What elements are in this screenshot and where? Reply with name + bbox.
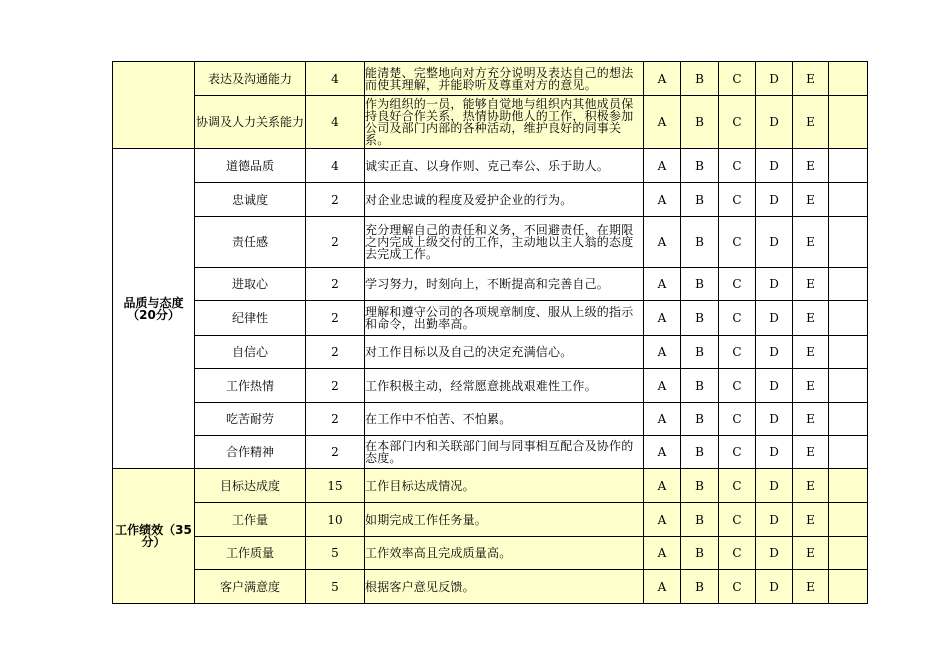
grade-option-a[interactable]: A [644,403,681,436]
score-cell: 2 [306,217,365,268]
score-cell: 15 [306,469,365,503]
grade-option-d[interactable]: D [756,149,793,183]
grade-option-b[interactable]: B [681,301,719,336]
table-row [113,96,868,149]
grade-option-d[interactable]: D [756,436,793,469]
item-name-cell: 工作热情 [195,369,306,403]
description-cell: 学习努力，时刻向上，不断提高和完善自己。 [365,268,644,301]
grade-option-a[interactable]: A [644,537,681,570]
result-cell[interactable] [829,403,868,436]
item-name-cell: 客户满意度 [195,570,306,604]
grade-option-e[interactable]: E [793,503,829,537]
description-cell: 工作积极主动，经常愿意挑战艰难性工作。 [365,369,644,403]
result-cell[interactable] [829,183,868,217]
item-name-cell: 目标达成度 [195,469,306,503]
grade-option-c[interactable]: C [719,570,756,604]
grade-option-b[interactable]: B [681,183,719,217]
item-name-cell: 工作质量 [195,537,306,570]
table-row [113,369,868,403]
grade-option-b[interactable]: B [681,436,719,469]
grade-option-d[interactable]: D [756,403,793,436]
grade-option-c[interactable]: C [719,301,756,336]
grade-option-e[interactable]: E [793,183,829,217]
table-row [113,537,868,570]
grade-option-b[interactable]: B [681,570,719,604]
grade-option-a[interactable]: A [644,469,681,503]
description-cell: 在工作中不怕苦、不怕累。 [365,403,644,436]
table-row [113,503,868,537]
score-cell: 2 [306,268,365,301]
table-row [113,301,868,336]
grade-option-d[interactable]: D [756,537,793,570]
grade-option-c[interactable]: C [719,403,756,436]
grade-option-d[interactable]: D [756,183,793,217]
table-row [113,570,868,604]
result-cell[interactable] [829,301,868,336]
grade-option-e[interactable]: E [793,62,829,96]
score-cell: 10 [306,503,365,537]
grade-option-b[interactable]: B [681,537,719,570]
grade-option-e[interactable]: E [793,301,829,336]
grade-option-c[interactable]: C [719,217,756,268]
grade-option-a[interactable]: A [644,62,681,96]
score-cell: 2 [306,183,365,217]
item-name-cell: 自信心 [195,336,306,369]
grade-option-e[interactable]: E [793,149,829,183]
grade-option-d[interactable]: D [756,369,793,403]
grade-option-a[interactable]: A [644,217,681,268]
result-cell[interactable] [829,537,868,570]
grade-option-a[interactable]: A [644,268,681,301]
grade-option-e[interactable]: E [793,217,829,268]
evaluation-table [112,61,868,604]
result-cell[interactable] [829,62,868,96]
grade-option-a[interactable]: A [644,336,681,369]
description-cell: 作为组织的一员，能够自觉地与组织内其他成员保持良好合作关系，热情协助他人的工作，积极参加公司及部门内部的各种活动，维护良好的同事关系。 [365,96,644,149]
score-cell: 4 [306,149,365,183]
result-cell[interactable] [829,503,868,537]
result-cell[interactable] [829,96,868,149]
grade-option-c[interactable]: C [719,503,756,537]
result-cell[interactable] [829,149,868,183]
grade-option-d[interactable]: D [756,469,793,503]
item-name-cell: 道德品质 [195,149,306,183]
grade-option-a[interactable]: A [644,96,681,149]
grade-option-c[interactable]: C [719,336,756,369]
grade-option-c[interactable]: C [719,149,756,183]
grade-option-c[interactable]: C [719,96,756,149]
grade-option-e[interactable]: E [793,336,829,369]
grade-option-c[interactable]: C [719,469,756,503]
grade-option-b[interactable]: B [681,403,719,436]
grade-option-c[interactable]: C [719,436,756,469]
grade-option-e[interactable]: E [793,403,829,436]
grade-option-d[interactable]: D [756,217,793,268]
description-cell: 对企业忠诚的程度及爱护企业的行为。 [365,183,644,217]
grade-option-b[interactable]: B [681,62,719,96]
table-row [113,336,868,369]
grade-option-b[interactable]: B [681,503,719,537]
grade-option-b[interactable]: B [681,149,719,183]
grade-option-e[interactable]: E [793,268,829,301]
grade-option-d[interactable]: D [756,62,793,96]
description-cell: 如期完成工作任务量。 [365,503,644,537]
result-cell[interactable] [829,217,868,268]
result-cell[interactable] [829,336,868,369]
grade-option-c[interactable]: C [719,62,756,96]
result-cell[interactable] [829,268,868,301]
category-cell [113,62,195,149]
table-body [113,62,868,604]
item-name-cell: 进取心 [195,268,306,301]
category-cell: 工作绩效（35分） [113,469,195,604]
grade-option-d[interactable]: D [756,301,793,336]
grade-option-c[interactable]: C [719,537,756,570]
grade-option-a[interactable]: A [644,301,681,336]
grade-option-e[interactable]: E [793,96,829,149]
score-cell: 5 [306,537,365,570]
item-name-cell: 工作量 [195,503,306,537]
grade-option-b[interactable]: B [681,217,719,268]
score-cell: 2 [306,336,365,369]
grade-option-a[interactable]: A [644,436,681,469]
score-cell: 4 [306,96,365,149]
grade-option-c[interactable]: C [719,183,756,217]
description-cell: 在本部门内和关联部门间与同事相互配合及协作的态度。 [365,436,644,469]
grade-option-d[interactable]: D [756,503,793,537]
result-cell[interactable] [829,469,868,503]
item-name-cell: 忠诚度 [195,183,306,217]
table-row [113,217,868,268]
item-name-cell: 表达及沟通能力 [195,62,306,96]
grade-option-e[interactable]: E [793,537,829,570]
grade-option-b[interactable]: B [681,469,719,503]
table-row [113,436,868,469]
result-cell[interactable] [829,369,868,403]
table-row [113,403,868,436]
item-name-cell: 合作精神 [195,436,306,469]
grade-option-d[interactable]: D [756,96,793,149]
result-cell[interactable] [829,436,868,469]
result-cell[interactable] [829,570,868,604]
grade-option-b[interactable]: B [681,268,719,301]
item-name-cell: 协调及人力关系能力 [195,96,306,149]
grade-option-b[interactable]: B [681,336,719,369]
score-cell: 5 [306,570,365,604]
description-cell: 工作效率高且完成质量高。 [365,537,644,570]
description-cell: 充分理解自己的责任和义务，不回避责任，在期限之内完成上级交付的工作，主动地以主人翁的态度去完成工作。 [365,217,644,268]
grade-option-e[interactable]: E [793,436,829,469]
grade-option-d[interactable]: D [756,570,793,604]
grade-option-c[interactable]: C [719,369,756,403]
item-name-cell: 纪律性 [195,301,306,336]
description-cell: 根据客户意见反馈。 [365,570,644,604]
score-cell: 2 [306,369,365,403]
description-cell: 诚实正直、以身作则、克己奉公、乐于助人。 [365,149,644,183]
grade-option-d[interactable]: D [756,336,793,369]
description-cell: 理解和遵守公司的各项规章制度、服从上级的指示和命令，出勤率高。 [365,301,644,336]
grade-option-e[interactable]: E [793,369,829,403]
item-name-cell: 责任感 [195,217,306,268]
table-row [113,183,868,217]
grade-option-a[interactable]: A [644,570,681,604]
item-name-cell: 吃苦耐劳 [195,403,306,436]
grade-option-d[interactable]: D [756,268,793,301]
table-row [113,149,868,183]
score-cell: 2 [306,301,365,336]
grade-option-b[interactable]: B [681,96,719,149]
category-cell: 品质与态度（20分） [113,149,195,469]
description-cell: 能清楚、完整地向对方充分说明及表达自己的想法而使其理解，并能聆听及尊重对方的意见。 [365,62,644,96]
score-cell: 2 [306,436,365,469]
description-cell: 工作目标达成情况。 [365,469,644,503]
grade-option-a[interactable]: A [644,503,681,537]
table-row [113,268,868,301]
grade-option-b[interactable]: B [681,369,719,403]
score-cell: 2 [306,403,365,436]
table-row [113,469,868,503]
table-row [113,62,868,96]
description-cell: 对工作目标以及自己的决定充满信心。 [365,336,644,369]
grade-option-a[interactable]: A [644,183,681,217]
grade-option-e[interactable]: E [793,570,829,604]
grade-option-a[interactable]: A [644,369,681,403]
grade-option-c[interactable]: C [719,268,756,301]
score-cell: 4 [306,62,365,96]
grade-option-a[interactable]: A [644,149,681,183]
grade-option-e[interactable]: E [793,469,829,503]
